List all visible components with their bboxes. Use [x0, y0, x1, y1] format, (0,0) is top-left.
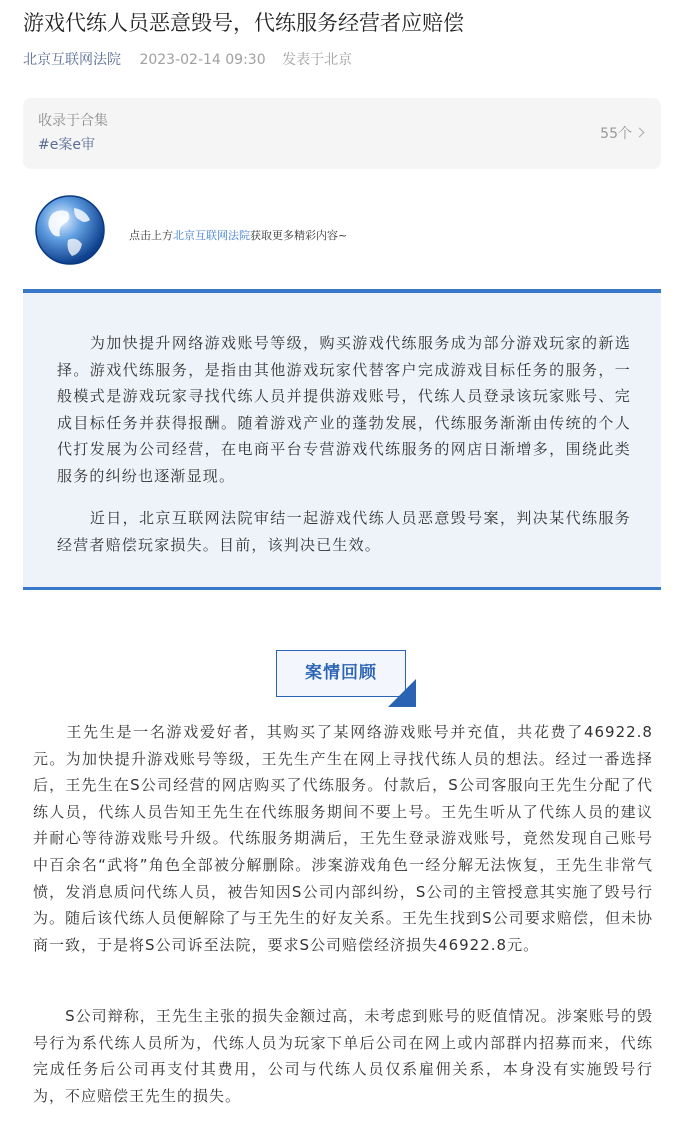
article-meta: [23, 50, 352, 70]
case-paragraph-1: 王先生是一名游戏爱好者，其购买了某网络游戏账号并充值，共花费了46922.8元。为加快提升游戏账号等级，王先生产生在网上寻找代练人员的想法。经过一番选择后，王先生在S公司经营的网店购买了代练服务。付款后，S公司客服向王先生分配了代练人员，代练人员告知王先生在代练服务期间不要上号。王先生听从了代练人员的建议并耐心等待游戏账号升级。代练服务期满后，王先生登录游戏账号，竟然发现自己账号中百余名“武将”角色全部被分解删除。涉案游戏角色一经分解无法恢复，王先生非常气愤，发消息质问代练人员，被告知因S公司内部纠纷，S公司的主管授意其实施了毁号行为。随后该代练人员便解除了与王先生的好友关系。王先生找到S公司要求赔偿，但未协商一致，于是将S公司诉至法院，要求S公司赔偿经济损失46922.8元。: [33, 723, 653, 954]
album-caption: 收录于合集: [38, 113, 108, 129]
section-heading: [276, 650, 406, 697]
album-tag[interactable]: #e案e审: [38, 137, 95, 153]
follow-prompt: [129, 227, 347, 243]
follow-account-link[interactable]: 北京互联网法院: [173, 229, 250, 242]
album-card[interactable]: [23, 98, 661, 169]
publish-date: 2023-02-14 09:30: [139, 52, 266, 68]
author-link[interactable]: 北京互联网法院: [23, 52, 121, 68]
corner-decoration-icon: [388, 679, 416, 707]
case-paragraph-2: S公司辩称，王先生主张的损失金额过高，未考虑到账号的贬值情况。涉案账号的毁号行为系代练人员所为，代练人员为玩家下单后公司在网上或内部群内招募而来，代练完成任务后公司再支付其费用，公司与代练人员仅系雇佣关系，本身没有实施毁号行为，不应赔偿王先生的损失。: [33, 1007, 653, 1105]
follow-prefix: 点击上方: [129, 229, 173, 242]
album-count-label: 55个: [600, 126, 632, 142]
intro-box: [23, 289, 661, 590]
section-title: 案情回顾: [305, 663, 377, 683]
follow-suffix: 获取更多精彩内容~: [250, 229, 348, 242]
follow-banner: [23, 190, 661, 280]
globe-logo-icon: [34, 194, 106, 266]
article-title: 游戏代练人员恶意毁号，代练服务经营者应赔偿: [23, 11, 464, 35]
intro-paragraph-1: 为加快提升网络游戏账号等级，购买游戏代练服务成为部分游戏玩家的新选择。游戏代练服务，是指由其他游戏玩家代替客户完成游戏目标任务的服务，一般模式是游戏玩家寻找代练人员并提供游戏账号，代练人员登录该玩家账号、完成目标任务并获得报酬。随着游戏产业的蓬勃发展，代练服务渐渐由传统的个人代打发展为公司经营，在电商平台专营游戏代练服务的网店日渐增多，围绕此类服务的纠纷也逐渐显现。: [57, 334, 631, 485]
publish-location: 发表于北京: [282, 52, 353, 68]
chevron-right-icon: [635, 128, 645, 138]
intro-paragraph-2: 近日，北京互联网法院审结一起游戏代练人员恶意毁号案，判决某代练服务经营者赔偿玩家损失。目前，该判决已生效。: [57, 509, 631, 554]
album-count[interactable]: [600, 123, 643, 143]
